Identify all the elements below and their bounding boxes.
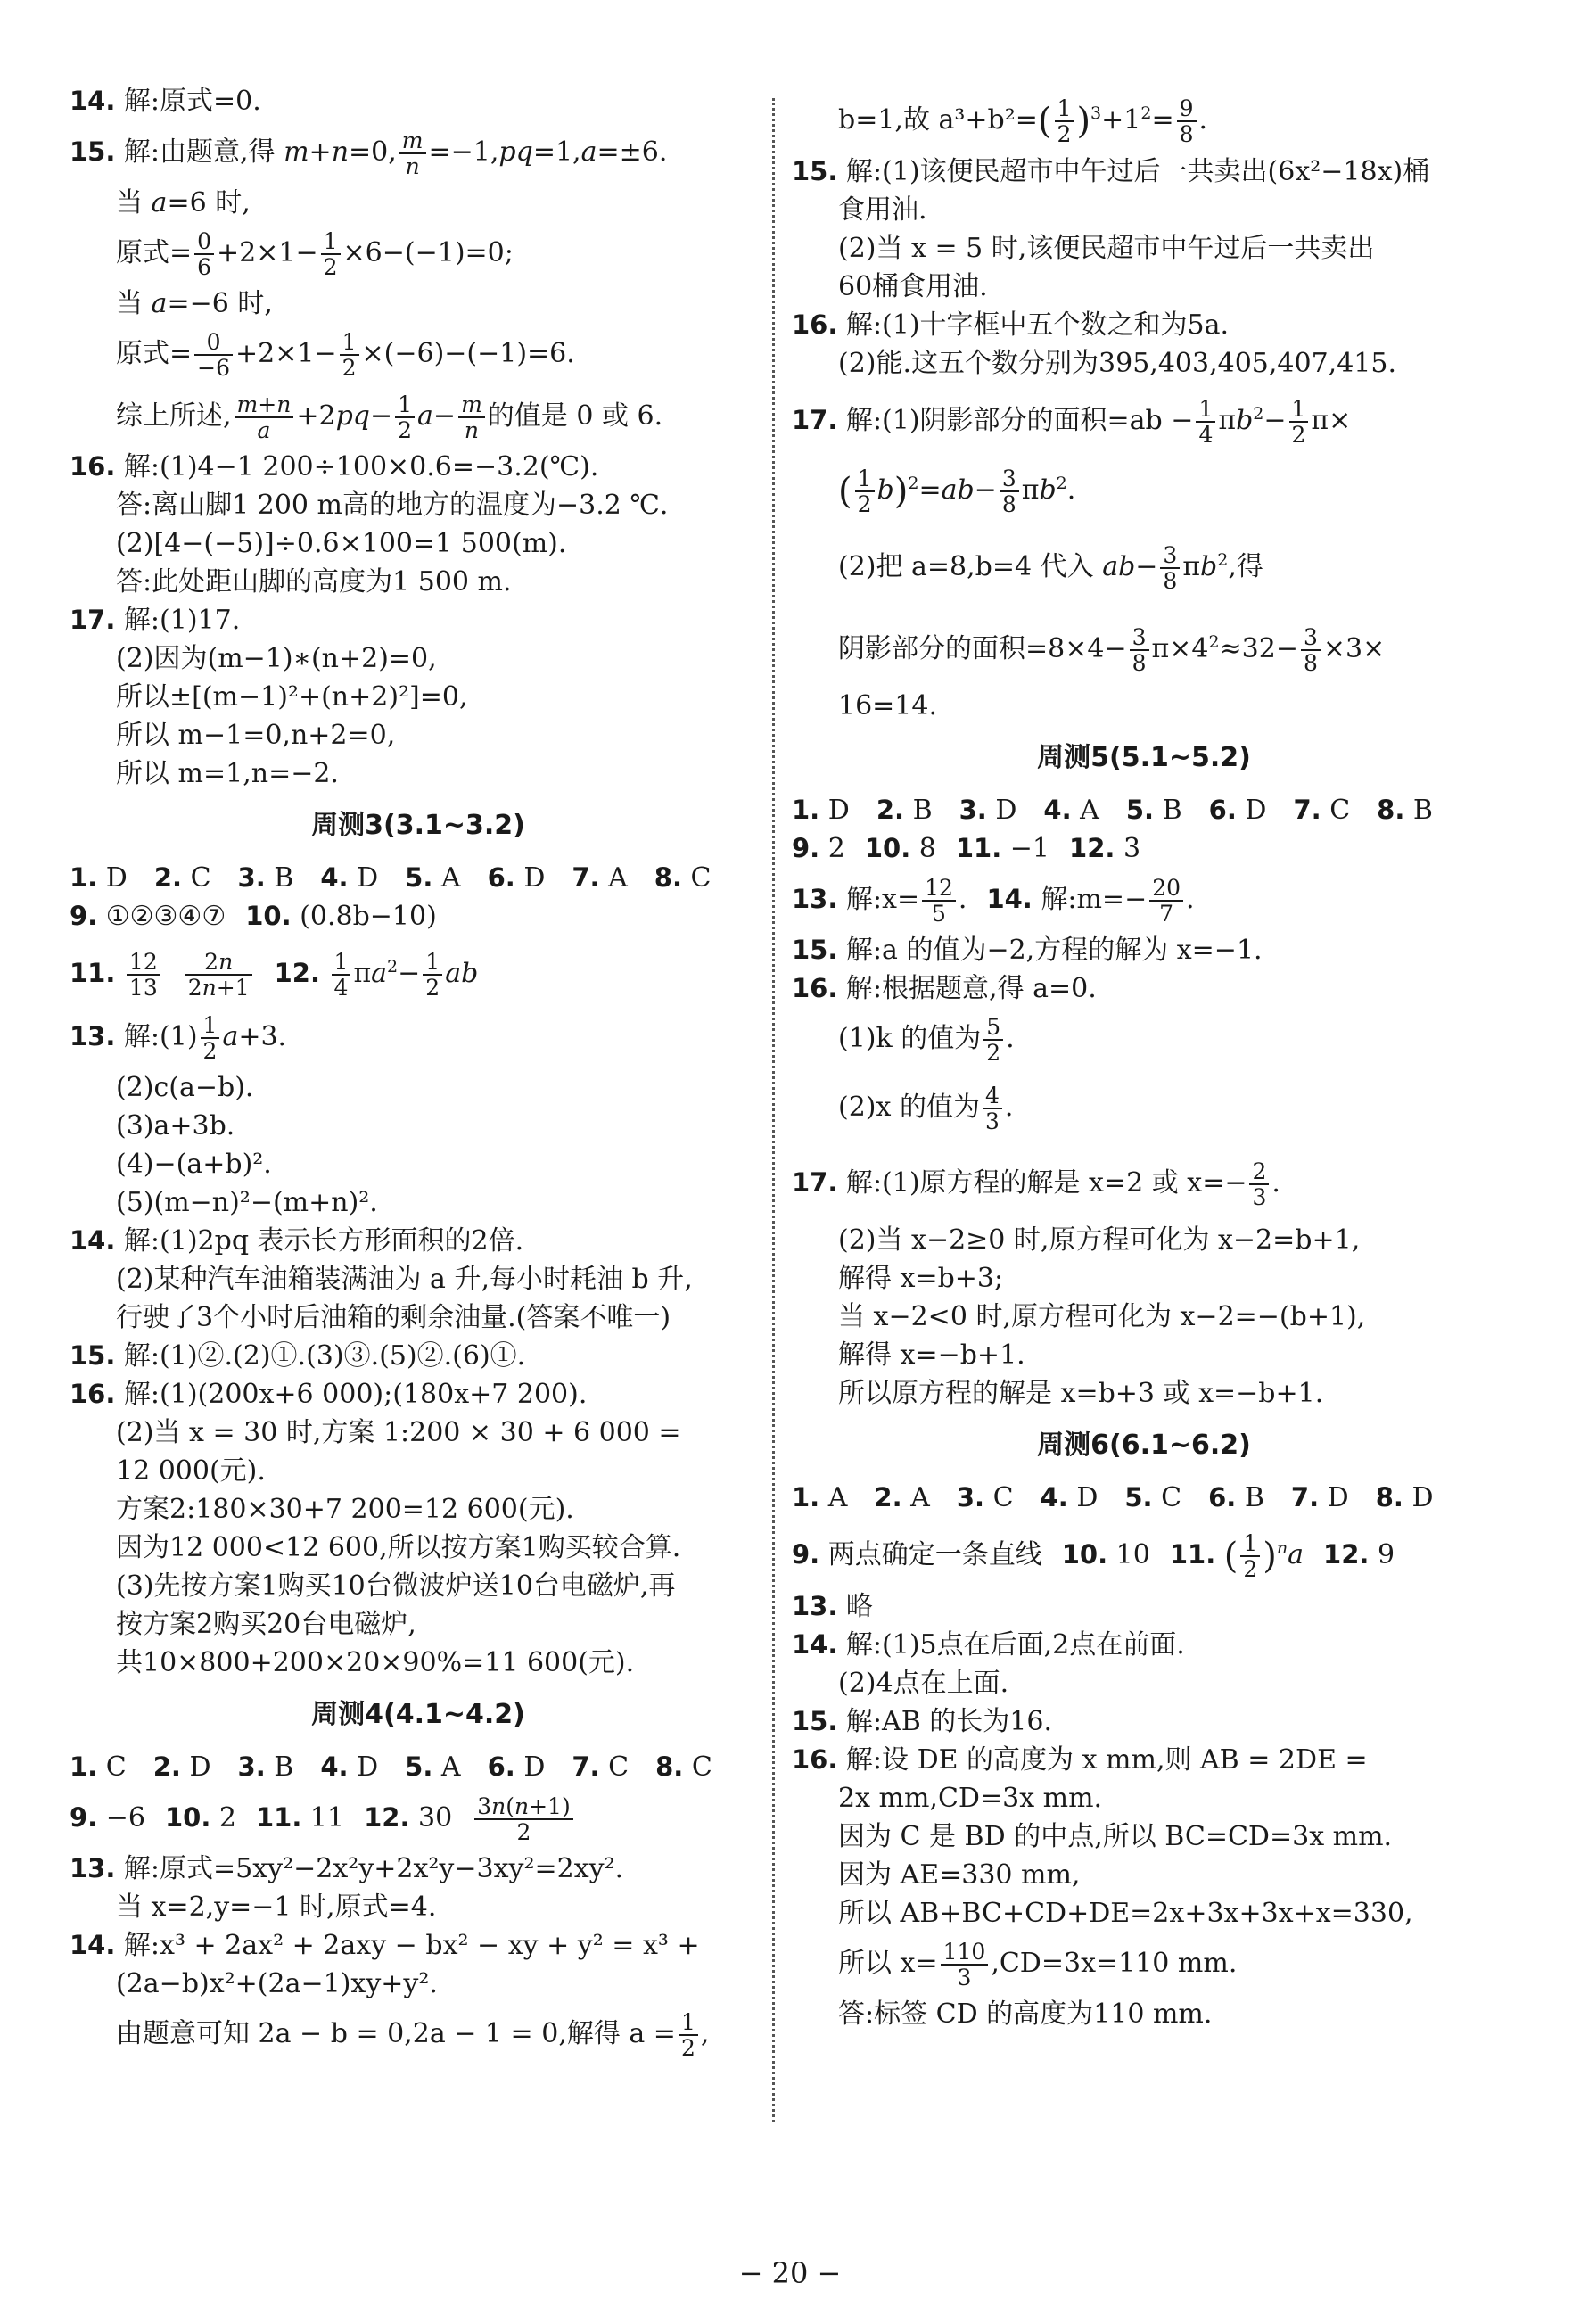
choice-number: 1. bbox=[792, 795, 820, 825]
choice-answer: A bbox=[1080, 795, 1099, 826]
choice-answer: B bbox=[912, 795, 933, 826]
answer-15-case1: 当 a=6 时, bbox=[116, 187, 251, 218]
choice-number: 5. bbox=[405, 1751, 433, 1782]
right-column bbox=[792, 82, 1496, 2033]
answer-17-line3: 所以±[(m−1)²+(n+2)²]=0, bbox=[116, 681, 468, 713]
choice-number: 8. bbox=[1377, 795, 1405, 825]
choice-answer: D bbox=[357, 862, 379, 894]
choice-answer: A bbox=[440, 1751, 461, 1783]
week4-answer-17-line2: ( $\frac{1}{2}$ b)$^2$=ab− $\frac{3}{8}$ $\pi b^2$. bbox=[838, 466, 1076, 517]
week3-answer-13: 13. 解:(1) $\frac{1}{2}$ a+3. bbox=[70, 1012, 287, 1064]
answer-17-line2: (2)因为(m−1)∗(n+2)=0, bbox=[116, 643, 437, 674]
choice-number: 6. bbox=[487, 1751, 515, 1782]
choice-answer: C bbox=[992, 1482, 1014, 1513]
week5-answer-17-line4: 当 x−2<0 时,原方程可化为 x−2=−(b+1), bbox=[838, 1301, 1366, 1332]
choice-number: 3. bbox=[959, 795, 987, 825]
week6-answer-16-line2: 2x mm,CD=3x mm. bbox=[838, 1783, 1103, 1814]
answer-16: 16. 解:(1)4−1 200÷100×0.6=−3.2(℃). bbox=[70, 451, 599, 482]
choice-number: 7. bbox=[1293, 795, 1321, 825]
week5-answer-16-line2: (1)k 的值为 $\frac{5}{2}$ . bbox=[838, 1014, 1015, 1066]
week3-answer-16-line8: 共10×800+200×20×90%=11 600(元). bbox=[116, 1647, 635, 1678]
week4-answer-17-line5: 16=14. bbox=[838, 690, 938, 721]
answer-17: 17. 解:(1)17. bbox=[70, 605, 241, 636]
week6-answer-16-line6: 所以 x= $\frac{110}{3}$ ,CD=3x=110 mm. bbox=[838, 1939, 1238, 1990]
choice-number: 7. bbox=[1290, 1482, 1320, 1512]
choice-answer: B bbox=[274, 862, 294, 894]
choice-number: 2. bbox=[153, 862, 183, 893]
left-column bbox=[70, 82, 767, 2065]
choice-number: 3. bbox=[956, 1482, 985, 1512]
week3-answer-15: 15. 解:(1)②.(2)①.(3)③.(5)②.(6)①. bbox=[70, 1340, 526, 1372]
answer-14: 14. 解:原式=0. bbox=[70, 86, 261, 117]
answer-16-line3: (2)[4−(−5)]÷0.6×100=1 500(m). bbox=[116, 528, 567, 559]
choice-answer: D bbox=[1245, 795, 1267, 826]
week3-choice-answers bbox=[70, 859, 767, 897]
choice-answer: D bbox=[105, 862, 128, 894]
choice-number: 1. bbox=[70, 862, 98, 893]
choice-answer: A bbox=[440, 862, 461, 894]
choice-answer: D bbox=[523, 1751, 546, 1783]
choice-number: 2. bbox=[874, 1482, 902, 1512]
week4-answer-14-continued: b=1,故 a³+b²=( $\frac{1}{2}$ )$^3+1^2=$ $\frac{9}{8}$ . bbox=[838, 95, 1208, 147]
week6-answer-16-line3: 因为 C 是 BD 的中点,所以 BC=CD=3x mm. bbox=[838, 1821, 1393, 1852]
choice-answer: D bbox=[357, 1751, 379, 1783]
week3-fill-11-12: 11. $\frac{12}{13}$ $\frac{2n}{2n+1}$ 12. $\frac{1}{4}$ $\pi a^2-$ $\frac{1}{2}$ ab bbox=[70, 949, 479, 1001]
week6-answer-16-line4: 因为 AE=330 mm, bbox=[838, 1859, 1081, 1891]
choice-number: 6. bbox=[1208, 795, 1237, 825]
week5-answer-17-line2: (2)当 x−2≥0 时,原方程可化为 x−2=b+1, bbox=[838, 1224, 1361, 1256]
section-title-week3: 周测3(3.1~3.2) bbox=[311, 810, 525, 841]
answer-15: 15. 解:由题意,得 m+n=0, $\frac{m}{n}$ =−1,pq=1,a=±6. bbox=[70, 128, 668, 179]
answer-17-line4: 所以 m−1=0,n+2=0, bbox=[116, 720, 396, 751]
week4-answer-13: 13. 解:原式=5xy²−2x²y+2x²y−3xy²=2xy². bbox=[70, 1853, 624, 1884]
week6-answer-13: 13. 略 bbox=[792, 1591, 873, 1622]
week5-answer-15: 15. 解:a 的值为−2,方程的解为 x=−1. bbox=[792, 935, 1263, 966]
choice-number: 6. bbox=[1208, 1482, 1237, 1512]
choice-number: 4. bbox=[1043, 795, 1072, 825]
week4-answer-16-line2: (2)能.这五个数分别为395,403,405,407,415. bbox=[838, 348, 1397, 379]
section-title-week6: 周测6(6.1~6.2) bbox=[1037, 1430, 1251, 1461]
answer-16-line4: 答:此处距山脚的高度为1 500 m. bbox=[116, 566, 512, 597]
choice-answer: D bbox=[189, 1751, 211, 1783]
week5-answer-16-line3: (2)x 的值为 $\frac{4}{3}$ . bbox=[838, 1083, 1014, 1134]
answer-15-calc2: 原式= $\frac{0}{-6}$ +2×1− $\frac{1}{2}$ ×(−6)−(−1)=6. bbox=[116, 329, 575, 381]
choice-number: 3. bbox=[237, 1751, 266, 1782]
week6-answer-14-line2: (2)4点在上面. bbox=[838, 1668, 1009, 1699]
week5-choice-answers bbox=[792, 791, 1496, 829]
choice-answer: B bbox=[1412, 795, 1433, 826]
choice-answer: D bbox=[523, 862, 546, 894]
week4-choice-answers bbox=[70, 1748, 767, 1786]
choice-number: 2. bbox=[876, 795, 905, 825]
week3-answer-16-line2: (2)当 x = 30 时,方案 1:200 × 30 + 6 000 = bbox=[116, 1417, 681, 1448]
week6-answer-15: 15. 解:AB 的长为16. bbox=[792, 1706, 1052, 1737]
week4-answer-17-line4: 阴影部分的面积=8×4− $\frac{3}{8}$ $\pi\times 4^2\approx 32-$ $\frac{3}{8}$ ×3× bbox=[838, 624, 1386, 676]
answer-15-conclusion: 综上所述, $\frac{m+n}{a}$ +2pq− $\frac{1}{2}$ a− $\frac{m}{n}$ 的值是 0 或 6. bbox=[116, 391, 663, 443]
week3-answer-16-line5: 因为12 000<12 600,所以按方案1购买较合算. bbox=[116, 1532, 681, 1563]
column-divider bbox=[772, 98, 775, 2122]
week4-answer-16: 16. 解:(1)十字框中五个数之和为5a. bbox=[792, 309, 1230, 341]
choice-answer: C bbox=[691, 1751, 712, 1783]
choice-answer: C bbox=[1161, 1482, 1182, 1513]
choice-number: 5. bbox=[405, 862, 433, 893]
choice-number: 1. bbox=[792, 1482, 820, 1512]
week5-answer-17-line3: 解得 x=b+3; bbox=[838, 1263, 1004, 1294]
choice-answer: B bbox=[274, 1751, 294, 1783]
choice-number: 6. bbox=[487, 862, 515, 893]
week3-answer-13-line2: (2)c(a−b). bbox=[116, 1072, 254, 1103]
week4-answer-14-line2: (2a−b)x²+(2a−1)xy+y². bbox=[116, 1968, 438, 1999]
choice-number: 7. bbox=[572, 862, 600, 893]
choice-number: 1. bbox=[70, 1751, 98, 1782]
week4-answer-15-line2: 食用油. bbox=[838, 194, 927, 226]
choice-number: 8. bbox=[654, 862, 682, 893]
week3-fill-9-10: 9. ①②③④⑦ 10. (0.8b−10) bbox=[70, 901, 437, 932]
choice-answer: C bbox=[608, 1751, 630, 1783]
week3-answer-14-line3: 行驶了3个小时后油箱的剩余油量.(答案不唯一) bbox=[116, 1302, 671, 1333]
week4-answer-17-line3: (2)把 a=8,b=4 代入 ab− $\frac{3}{8}$ $\pi b^2$,得 bbox=[838, 542, 1263, 594]
week4-answer-14: 14. 解:x³ + 2ax² + 2axy − bx² − xy + y² = x³ + bbox=[70, 1930, 700, 1961]
week6-answer-16-line7: 答:标签 CD 的高度为110 mm. bbox=[838, 1998, 1213, 2030]
page-number: − 20 − bbox=[738, 2256, 842, 2290]
choice-number: 3. bbox=[237, 862, 266, 893]
week6-fill-9-12: 9. 两点确定一条直线 10. 10 11. ( $\frac{1}{2}$ )$^n$a 12. 9 bbox=[792, 1530, 1395, 1582]
section-title-week4: 周测4(4.1~4.2) bbox=[311, 1699, 525, 1730]
choice-answer: A bbox=[910, 1482, 930, 1513]
week3-answer-13-line3: (3)a+3b. bbox=[116, 1110, 235, 1141]
choice-answer: C bbox=[1329, 795, 1351, 826]
section-title-week5: 周测5(5.1~5.2) bbox=[1037, 742, 1251, 773]
week3-answer-13-line5: (5)(m−n)²−(m+n)². bbox=[116, 1187, 378, 1218]
week6-answer-14: 14. 解:(1)5点在后面,2点在前面. bbox=[792, 1629, 1185, 1661]
week4-answer-15: 15. 解:(1)该便民超市中午过后一共卖出(6x²−18x)桶 bbox=[792, 156, 1430, 187]
choice-number: 4. bbox=[320, 862, 349, 893]
week6-answer-16-line5: 所以 AB+BC+CD+DE=2x+3x+3x+x=330, bbox=[838, 1898, 1413, 1929]
choice-number: 4. bbox=[320, 1751, 349, 1782]
week4-answer-15-line3: (2)当 x = 5 时,该便民超市中午过后一共卖出 bbox=[838, 233, 1375, 264]
week4-answer-13-line2: 当 x=2,y=−1 时,原式=4. bbox=[116, 1891, 437, 1923]
choice-answer: D bbox=[827, 795, 850, 826]
week3-answer-14-line2: (2)某种汽车油箱装满油为 a 升,每小时耗油 b 升, bbox=[116, 1264, 693, 1295]
week5-answer-17-line6: 所以原方程的解是 x=b+3 或 x=−b+1. bbox=[838, 1378, 1324, 1409]
choice-answer: B bbox=[1162, 795, 1182, 826]
week3-answer-16: 16. 解:(1)(200x+6 000);(180x+7 200). bbox=[70, 1379, 588, 1410]
choice-number: 7. bbox=[572, 1751, 600, 1782]
choice-answer: A bbox=[608, 862, 628, 894]
week5-answer-13-14: 13. 解:x= $\frac{12}{5}$ . 14. 解:m=− $\frac{20}{7}$ . bbox=[792, 875, 1195, 927]
choice-number: 2. bbox=[152, 1751, 181, 1782]
choice-answer: A bbox=[827, 1482, 848, 1513]
answer-16-line2: 答:离山脚1 200 m高的地方的温度为−3.2 ℃. bbox=[116, 490, 669, 521]
choice-answer: D bbox=[1076, 1482, 1099, 1513]
choice-answer: D bbox=[995, 795, 1017, 826]
choice-number: 8. bbox=[655, 1751, 684, 1782]
choice-answer: C bbox=[690, 862, 712, 894]
week3-answer-14: 14. 解:(1)2pq 表示长方形面积的2倍. bbox=[70, 1225, 524, 1257]
choice-answer: D bbox=[1411, 1482, 1434, 1513]
week3-answer-16-line3: 12 000(元). bbox=[116, 1455, 266, 1487]
choice-number: 5. bbox=[1124, 1482, 1153, 1512]
week6-answer-16: 16. 解:设 DE 的高度为 x mm,则 AB = 2DE = bbox=[792, 1744, 1368, 1776]
week3-answer-16-line4: 方案2:180×30+7 200=12 600(元). bbox=[116, 1494, 574, 1525]
week3-answer-13-line4: (4)−(a+b)². bbox=[116, 1149, 272, 1180]
week5-answer-16: 16. 解:根据题意,得 a=0. bbox=[792, 973, 1097, 1004]
week5-answer-17: 17. 解:(1)原方程的解是 x=2 或 x=− $\frac{2}{3}$ . bbox=[792, 1158, 1280, 1210]
week6-choice-answers bbox=[792, 1479, 1496, 1517]
choice-number: 5. bbox=[1125, 795, 1155, 825]
week3-answer-16-line7: 按方案2购买20台电磁炉, bbox=[116, 1609, 416, 1640]
choice-answer: C bbox=[105, 1751, 127, 1783]
answer-15-calc1: 原式= $\frac{0}{6}$ +2×1− $\frac{1}{2}$ ×6−(−1)=0; bbox=[116, 228, 514, 280]
week4-answer-15-line4: 60桶食用油. bbox=[838, 271, 988, 302]
answer-15-case2: 当 a=−6 时, bbox=[116, 288, 273, 319]
choice-answer: C bbox=[190, 862, 211, 894]
week4-answer-14-line3: 由题意可知 2a − b = 0,2a − 1 = 0,解得 a = $\frac{1}{2}$ , bbox=[116, 2009, 710, 2061]
choice-number: 4. bbox=[1040, 1482, 1068, 1512]
week5-fill-9-12: 9. 2 10. 8 11. −1 12. 3 bbox=[792, 833, 1141, 864]
week5-answer-17-line5: 解得 x=−b+1. bbox=[838, 1339, 1025, 1371]
choice-number: 8. bbox=[1375, 1482, 1403, 1512]
answer-17-line5: 所以 m=1,n=−2. bbox=[116, 758, 339, 789]
choice-answer: D bbox=[1327, 1482, 1349, 1513]
choice-answer: B bbox=[1244, 1482, 1264, 1513]
week4-answer-17: 17. 解:(1)阴影部分的面积=ab − $\frac{1}{4}$ $\pi b^2-$ $\frac{1}{2}$ π× bbox=[792, 396, 1352, 448]
week3-answer-16-line6: (3)先按方案1购买10台微波炉送10台电磁炉,再 bbox=[116, 1570, 676, 1602]
week4-fill-9-12: 9. −6 10. 2 11. 11 12. 30 $\frac{3n(n+1)}{2}$ bbox=[70, 1786, 767, 1850]
